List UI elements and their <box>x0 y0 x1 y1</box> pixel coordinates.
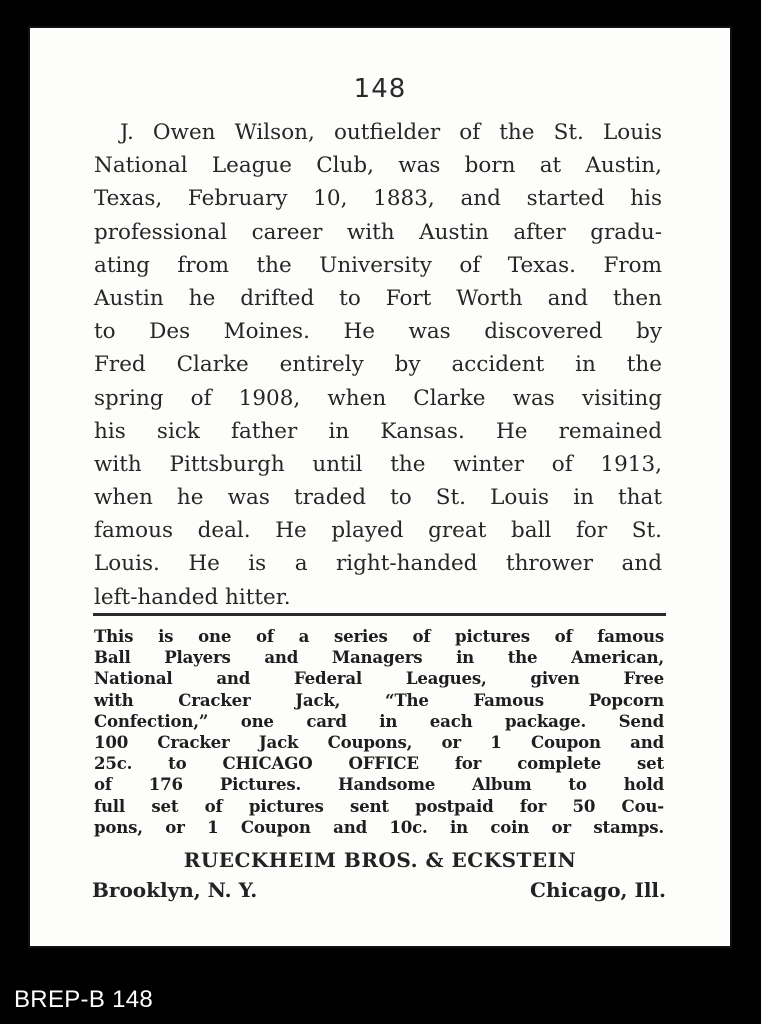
card-back <box>30 28 730 946</box>
promo-line: National and Federal Leagues, given Free <box>94 668 664 689</box>
promo-line: Ball Players and Managers in the American, <box>94 647 664 668</box>
bio-line: National League Club, was born at Austin, <box>94 153 662 179</box>
image-caption: BREP-B 148 <box>14 986 154 1013</box>
bio-line: ating from the University of Texas. From <box>94 252 662 278</box>
bio-line: with Pittsburgh until the winter of 1913, <box>94 451 662 477</box>
bio-line: J. Owen Wilson, outfielder of the St. Louis <box>120 120 662 145</box>
bio-line: Texas, February 10, 1883, and started his <box>94 186 662 212</box>
promo-line: full set of pictures sent postpaid for 50 Cou- <box>94 795 664 816</box>
bio-line: to Des Moines. He was discovered by <box>94 319 662 345</box>
bio-line: spring of 1908, when Clarke was visiting <box>94 385 662 411</box>
bio-line: his sick father in Kansas. He remained <box>94 418 662 444</box>
promo-text <box>94 626 664 838</box>
promo-line: pons, or 1 Coupon and 10c. in coin or stamps. <box>94 816 664 837</box>
promo-line: of 176 Pictures. Handsome Album to hold <box>94 774 664 795</box>
bio-line: Austin he drifted to Fort Worth and then <box>94 285 662 311</box>
promo-line: This is one of a series of pictures of famous <box>94 626 664 646</box>
bio-line: professional career with Austin after gradu- <box>94 219 662 245</box>
city-chicago: Chicago, Ill. <box>530 878 666 902</box>
promo-line: Confection,” one card in each package. Send <box>94 710 664 731</box>
bio-line: left-handed hitter. <box>94 584 291 610</box>
bio-line: famous deal. He played great ball for St. <box>94 518 662 544</box>
promo-line: 100 Cracker Jack Coupons, or 1 Coupon and <box>94 731 664 752</box>
player-biography <box>94 116 662 614</box>
city-brooklyn: Brooklyn, N. Y. <box>92 878 258 902</box>
divider-rule <box>93 613 666 616</box>
card-number: 148 <box>353 74 407 104</box>
bio-line: Louis. He is a right-handed thrower and <box>94 551 662 577</box>
company-name: RUECKHEIM BROS. & ECKSTEIN <box>183 848 577 872</box>
promo-line: 25c. to CHICAGO OFFICE for complete set <box>94 753 664 774</box>
bio-line: Fred Clarke entirely by accident in the <box>94 352 662 378</box>
bio-line: when he was traded to St. Louis in that <box>94 485 662 511</box>
promo-line: with Cracker Jack, “The Famous Popcorn <box>94 689 664 710</box>
